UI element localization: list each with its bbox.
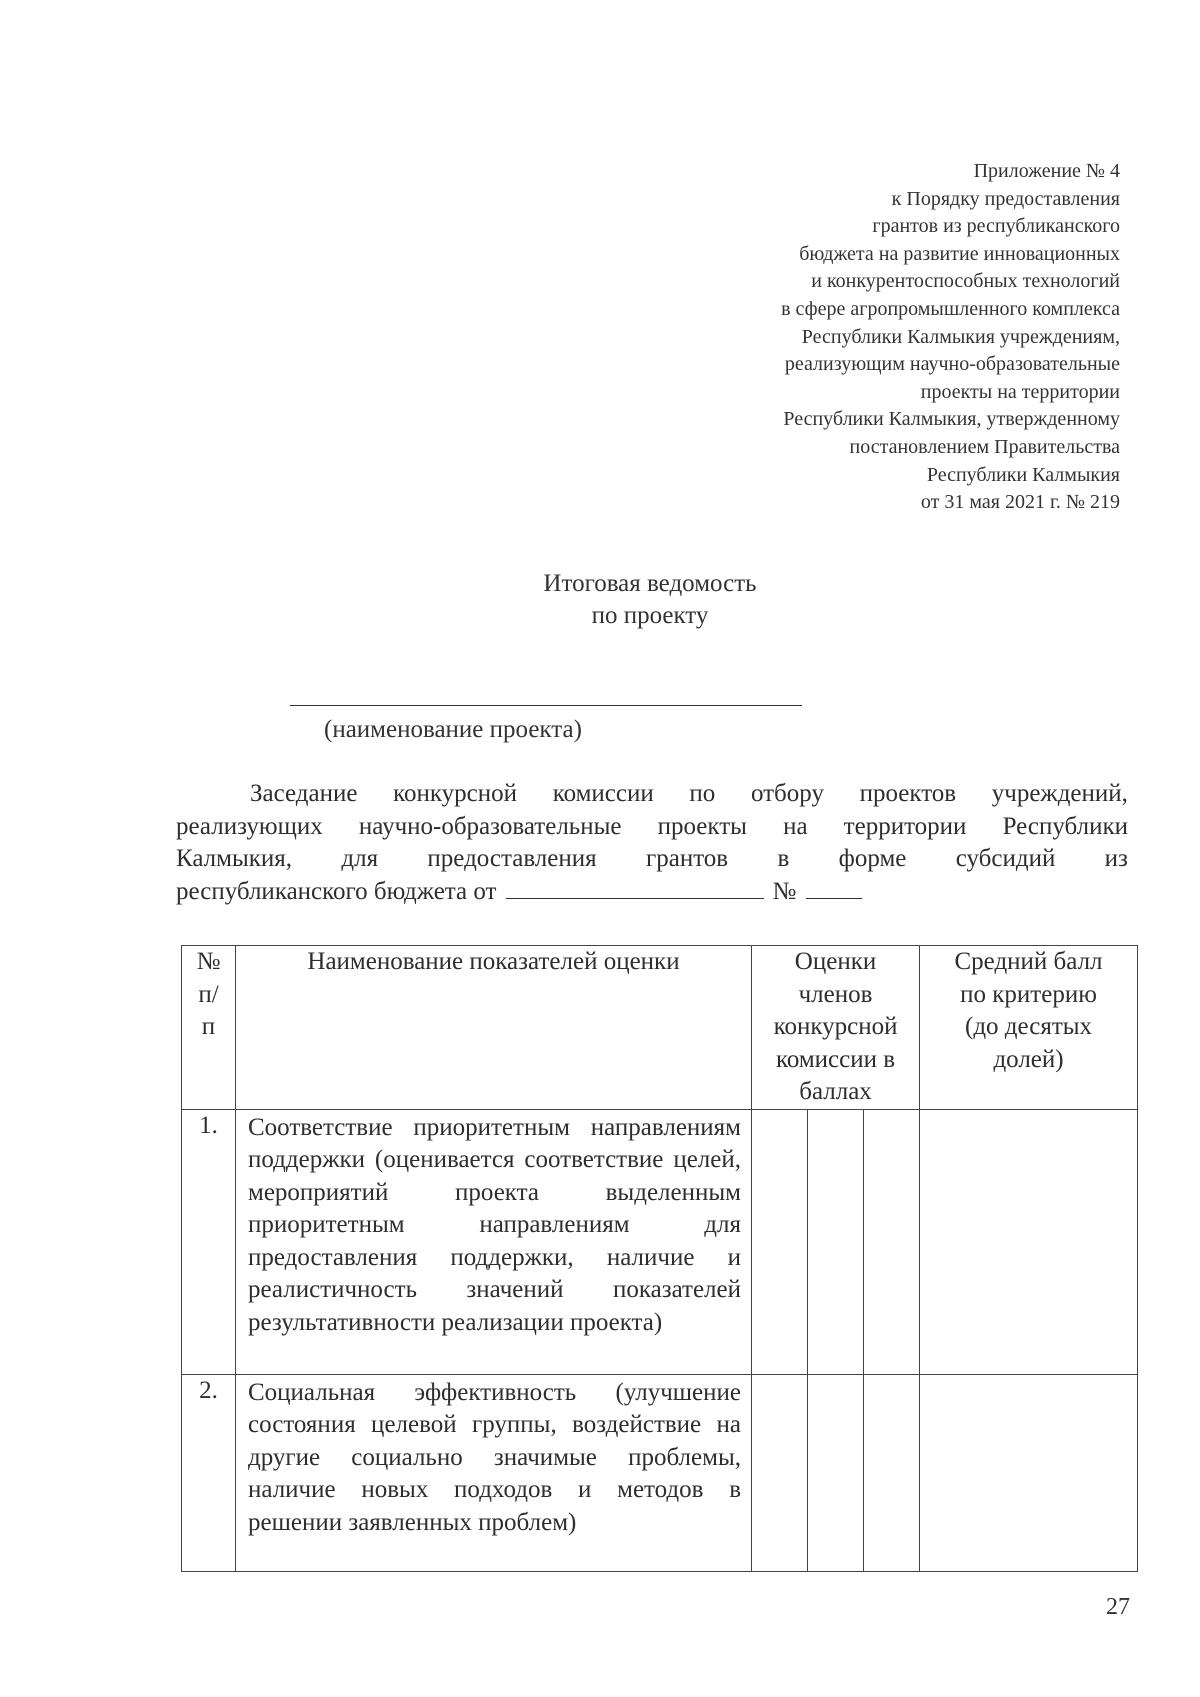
- appendix-line: Республики Калмыкия, утвержденному: [783, 408, 1120, 431]
- score-cell[interactable]: [808, 1374, 864, 1571]
- table-row: [182, 1109, 1138, 1374]
- header-scores: [752, 946, 920, 1110]
- appendix-line: бюджета на развитие инновационных: [799, 242, 1120, 265]
- average-cell[interactable]: [920, 1109, 1138, 1374]
- appendix-line: к Порядку предоставления: [891, 187, 1120, 210]
- paragraph-line: [176, 811, 1128, 844]
- meeting-number-blank[interactable]: [806, 876, 862, 899]
- document-title: [0, 568, 1200, 632]
- meeting-paragraph: [176, 778, 1128, 908]
- word: форме: [838, 845, 907, 872]
- appendix-line: проекты на территории: [920, 380, 1120, 403]
- appendix-line: и конкурентоспособных технологий: [811, 270, 1120, 293]
- word: субсидий: [955, 845, 1056, 872]
- project-name-caption: (наименование проекта): [324, 716, 582, 743]
- score-cell[interactable]: [864, 1109, 920, 1374]
- header-average: [920, 946, 1138, 1110]
- header-text: членов: [798, 980, 873, 1008]
- average-cell[interactable]: [920, 1374, 1138, 1571]
- word: территории: [843, 812, 967, 840]
- score-cell[interactable]: [752, 1374, 808, 1571]
- word: проекты: [657, 812, 747, 840]
- budget-text: республиканского бюджета от: [176, 877, 497, 905]
- word: предоставления: [427, 845, 597, 872]
- word: реализующих: [176, 812, 323, 840]
- score-cell[interactable]: [752, 1109, 808, 1374]
- word: грантов: [645, 845, 729, 872]
- score-cell[interactable]: [864, 1374, 920, 1571]
- meeting-date-blank[interactable]: [506, 876, 764, 899]
- title-line: по проекту: [591, 602, 709, 629]
- word: Республики: [1002, 812, 1128, 840]
- header-text: по критерию: [960, 980, 1097, 1008]
- header-text: №: [196, 948, 221, 975]
- word: конкурсной: [393, 780, 518, 807]
- evaluation-table: [181, 945, 1138, 1572]
- table-row: [182, 1374, 1138, 1571]
- word: для: [341, 845, 379, 872]
- word: Калмыкия,: [176, 845, 293, 872]
- project-name-blank[interactable]: [290, 705, 802, 706]
- appendix-line: постановлением Правительства: [849, 435, 1120, 458]
- appendix-line: Республики Калмыкия учреждениям,: [801, 325, 1120, 348]
- header-text: комиссии в: [775, 1045, 896, 1073]
- word: по: [689, 780, 716, 807]
- header-text: п/: [198, 980, 219, 1008]
- word: Заседание: [250, 780, 358, 807]
- row-number: 1.: [182, 1109, 236, 1374]
- row-criterion: Социальная эффективность (улучшение состояния целевой группы, воздействие на другие социально значимые проблемы, наличие новых подходов и методов в решении заявленных проблем): [236, 1374, 752, 1571]
- paragraph-line: [176, 876, 1128, 909]
- appendix-line: Приложение № 4: [973, 160, 1120, 182]
- header-num: [182, 946, 236, 1110]
- appendix-line: реализующим научно-образовательные: [784, 353, 1120, 376]
- word: отбору: [750, 780, 824, 807]
- header-text: п: [201, 1013, 216, 1040]
- score-cell[interactable]: [808, 1109, 864, 1374]
- header-text: баллах: [799, 1078, 872, 1105]
- appendix-line: Республики Калмыкия: [926, 463, 1120, 486]
- word: в: [777, 845, 790, 872]
- title-line: Итоговая ведомость: [543, 570, 757, 597]
- appendix-block: [781, 158, 1120, 517]
- appendix-line: грантов из республиканского: [872, 215, 1120, 238]
- word: из: [1104, 845, 1128, 872]
- header-text: Оценки: [794, 948, 877, 975]
- appendix-line: от 31 мая 2021 г. № 219: [920, 491, 1120, 514]
- paragraph-line: [176, 778, 1128, 811]
- word: научно-образовательные: [358, 812, 622, 840]
- header-text: долей): [993, 1045, 1064, 1073]
- row-number: 2.: [182, 1374, 236, 1571]
- header-text: Средний балл: [954, 948, 1103, 975]
- number-sign: №: [772, 877, 797, 905]
- row-criterion: Соответствие приоритетным направлениям поддержки (оценивается соответствие целей, мероприятий проекта выделенным приоритетным направлениям для предоставления поддержки, наличие и реалистичность значений показателей результативности реализации проекта): [236, 1109, 752, 1374]
- word: проектов: [859, 780, 957, 807]
- paragraph-line: [176, 843, 1128, 876]
- word: учреждений,: [991, 780, 1128, 807]
- header-text: конкурсной: [773, 1013, 898, 1040]
- appendix-line: в сфере агропромышленного комплекса: [781, 297, 1120, 320]
- page-number: 27: [1106, 1594, 1130, 1620]
- table-header-row: [182, 946, 1138, 1110]
- word: комиссии: [552, 780, 654, 807]
- header-text: (до десятых: [965, 1013, 1093, 1040]
- word: на: [783, 812, 808, 840]
- header-name: Наименование показателей оценки: [236, 946, 752, 1110]
